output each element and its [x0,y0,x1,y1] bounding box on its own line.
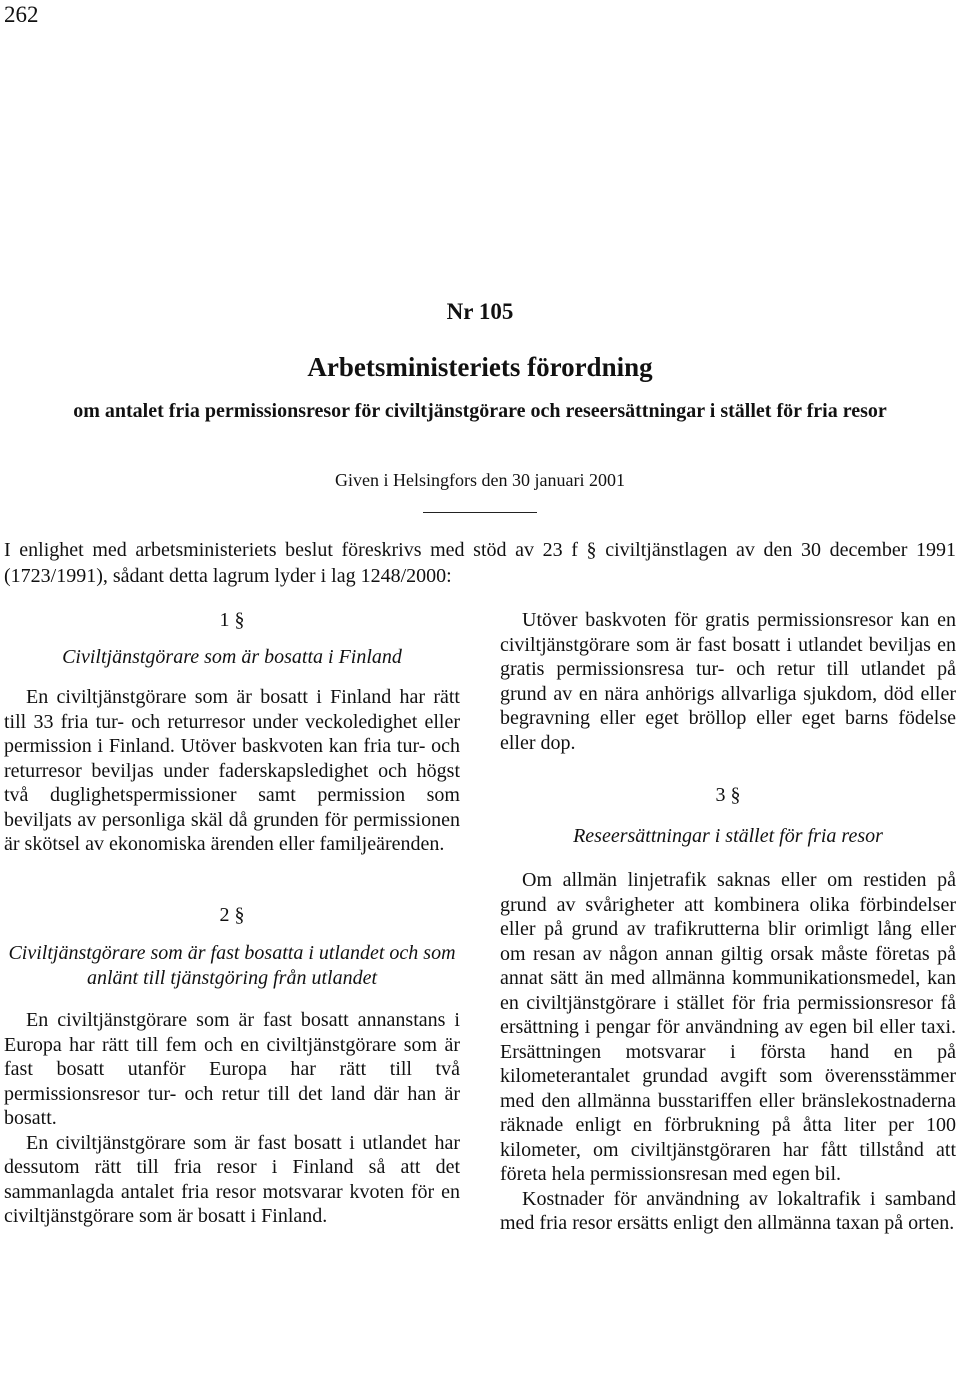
document-number: Nr 105 [446,299,514,324]
issue-date-line: Given i Helsingfors den 30 januari 2001 [335,470,625,490]
section-3-paragraph-2: Kostnader för användning av lokaltrafik i samband med fria resor ersätts enligt den allmänna taxan på orten. [500,1187,956,1234]
section-3-paragraph-1: Om allmän linjetrafik saknas eller om restiden på grund av svårigheter att kombinera olika förbindelser eller på grund av trafikrutterna blir orimligt lång eller om resan av någon annan giltig orsak måste företas på annat sätt än med allmänna kommunikationsmedel, kan en civiltjänstgörare i stället för fria permissionsresor få ersättning i pengar för användning av egen bil eller taxi. Ersättningen motsvarar i första hand en på kilometerantalet grundad avgift som överensstämmer med den allmänna busstariffen eller bränslekostnaderna räknade enligt en förbrukning på åtta liter per 100 kilometer, om civiltjänstgöraren har fått tillstånd att företa hela permissionsresan med egen bil. [500,869,956,1185]
section-2-number: 2 § [219,903,245,926]
section-2-paragraph-3: Utöver baskvoten för gratis permissionsresor kan en civiltjänstgörare som är fast bosatt i utlandet beviljas en gratis permissionsresa tur- och retur till utlandet på grund av en nära anhörigs allvarliga sjukdom, död eller begravning eller eget bröllop eller eget barns födelse eller dop. [500,609,956,754]
page-number: 262 [4,2,39,27]
section-1-heading: Civiltjänstgörare som är bosatta i Finland [62,645,402,668]
section-3-heading: Reseersättningar i stället för fria resor [573,824,883,847]
section-1-number: 1 § [219,609,245,631]
section-2-paragraph-2: En civiltjänstgörare som är fast bosatt i utlandet har dessutom rätt till fria resor i Finland så att det sammanlagda antalet fria resor motsvarar kvoten för en civiltjänstgörare som är bosatt i Finland. [4,1131,460,1227]
right-column [500,608,956,1236]
document-title: Arbetsministeriets förordning [307,352,653,382]
preamble: I enlighet med arbetsministeriets beslut föreskrivs med stöd av 23 f § civiltjänstlagen av den 30 december 1991 (1723/1991), sådant detta lagrum lyder i lag 1248/2000: [4,539,956,587]
left-column [4,608,460,1229]
section-1-paragraph-1: En civiltjänstgörare som är bosatt i Finland har rätt till 33 fria tur- och returresor under veckoledighet eller permission i Finland. Utöver baskvoten kan fria tur- och returresor beviljas under faderskapsledighet och högst två duglighetspermissioner samt permission som beviljats av personliga skäl då grunden för permissionen är skötsel av ekonomiska ärenden eller familjeärenden. [4,686,460,855]
section-2-heading: Civiltjänstgörare som är fast bosatta i utlandet och som anlänt till tjänstgöring från utlandet [8,942,456,989]
document-subtitle: om antalet fria permissionsresor för civiltjänstgörare och reseersättningar i stället för fria resor [73,400,887,422]
section-2-paragraph-1: En civiltjänstgörare som är fast bosatt annanstans i Europa har rätt till fem och en civiltjänstgörare som är fast bosatt utanför Europa har rätt till två permissionsresor tur- och retur till det land där han är bosatt. [4,1009,460,1129]
section-3-number: 3 § [715,784,741,806]
divider-rule [423,512,537,513]
